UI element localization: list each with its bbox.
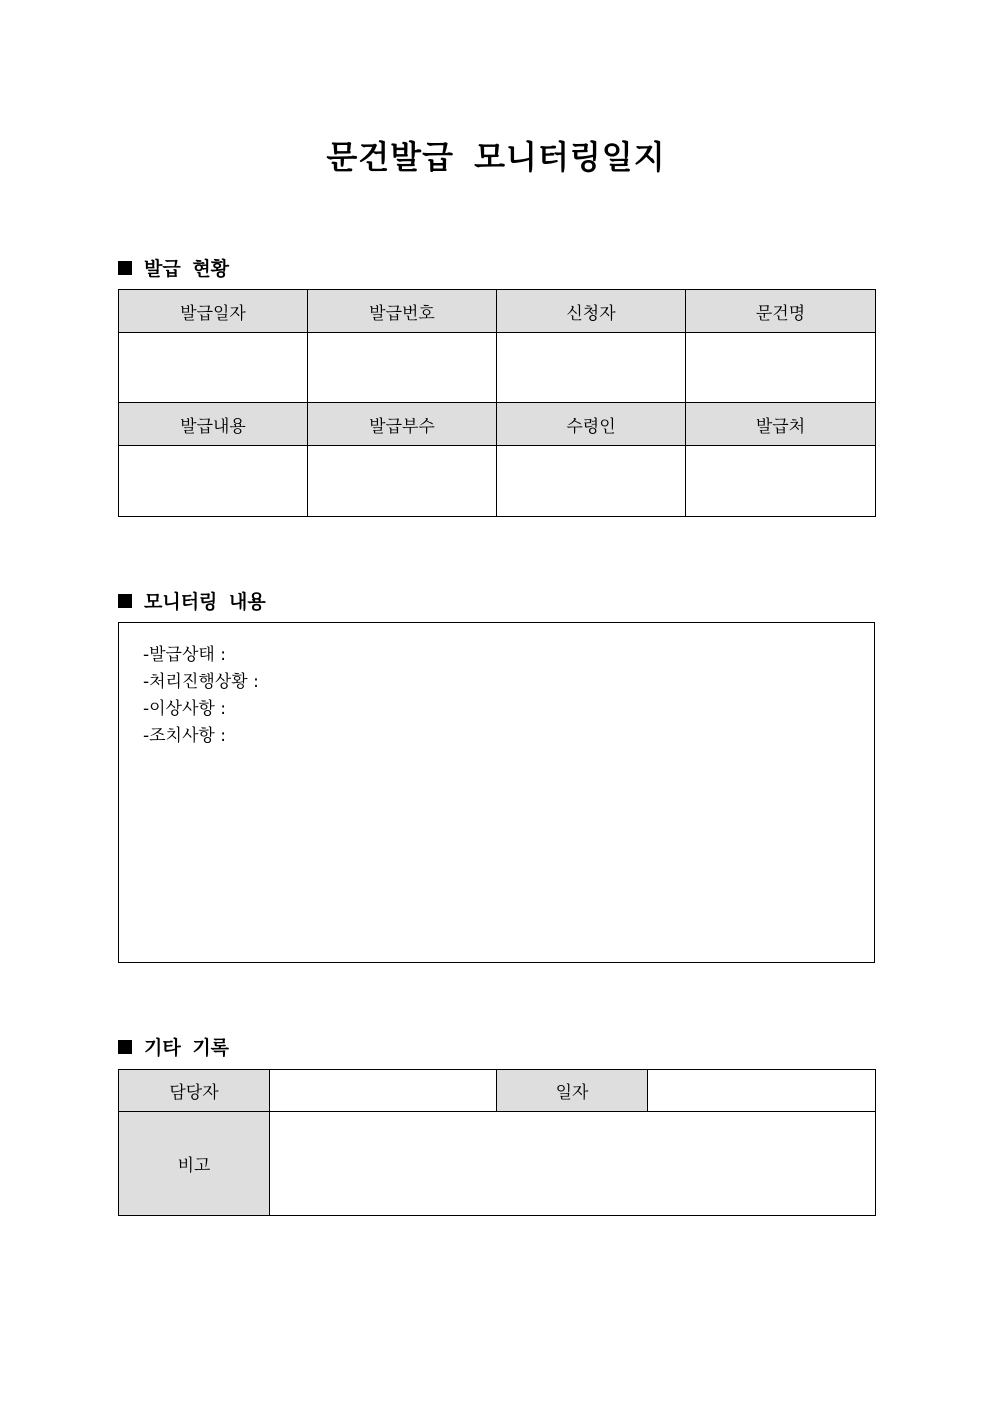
monitoring-lines — [143, 642, 259, 750]
issuing-place-cell[interactable] — [686, 446, 876, 517]
section-heading-issue-status — [118, 254, 229, 281]
line-processing-progress: -처리진행상황 : — [143, 672, 259, 692]
square-bullet-icon — [118, 261, 132, 275]
line-actions: -조치사항 : — [143, 726, 226, 746]
document-name-cell[interactable] — [686, 333, 876, 403]
square-bullet-icon — [118, 594, 132, 608]
line-anomalies: -이상사항 : — [143, 699, 226, 719]
header-issue-date: 발급일자 — [119, 290, 308, 333]
copies-cell[interactable] — [308, 446, 497, 517]
table-row — [119, 1070, 876, 1112]
applicant-cell[interactable] — [497, 333, 686, 403]
header-applicant: 신청자 — [497, 290, 686, 333]
monitoring-content-box[interactable] — [118, 622, 875, 963]
date-cell[interactable] — [648, 1070, 876, 1112]
date-label: 일자 — [497, 1070, 648, 1112]
table-row — [119, 1112, 876, 1216]
issue-date-cell[interactable] — [119, 333, 308, 403]
header-issuing-place: 발급처 — [686, 403, 876, 446]
manager-label: 담당자 — [119, 1070, 270, 1112]
section-heading-label: 기타 기록 — [144, 1037, 230, 1059]
header-issue-number: 발급번호 — [308, 290, 497, 333]
other-records-table — [118, 1069, 876, 1216]
header-issue-content: 발급내용 — [119, 403, 308, 446]
table-header-row — [119, 290, 876, 333]
square-bullet-icon — [118, 1040, 132, 1054]
section-heading-label: 모니터링 내용 — [144, 591, 266, 613]
recipient-cell[interactable] — [497, 446, 686, 517]
table-value-row — [119, 446, 876, 517]
remarks-cell[interactable] — [270, 1112, 876, 1216]
header-copies: 발급부수 — [308, 403, 497, 446]
issue-number-cell[interactable] — [308, 333, 497, 403]
line-issue-status: -발급상태 : — [143, 645, 226, 665]
table-header-row — [119, 403, 876, 446]
section-heading-label: 발급 현황 — [144, 258, 230, 280]
section-heading-monitoring — [118, 587, 266, 614]
manager-cell[interactable] — [270, 1070, 497, 1112]
page-title: 문건발급 모니터링일지 — [326, 138, 666, 176]
issue-status-table — [118, 289, 876, 517]
remarks-label: 비고 — [119, 1112, 270, 1216]
header-recipient: 수령인 — [497, 403, 686, 446]
header-document-name: 문건명 — [686, 290, 876, 333]
issue-content-cell[interactable] — [119, 446, 308, 517]
section-heading-other-records — [118, 1033, 229, 1060]
table-value-row — [119, 333, 876, 403]
